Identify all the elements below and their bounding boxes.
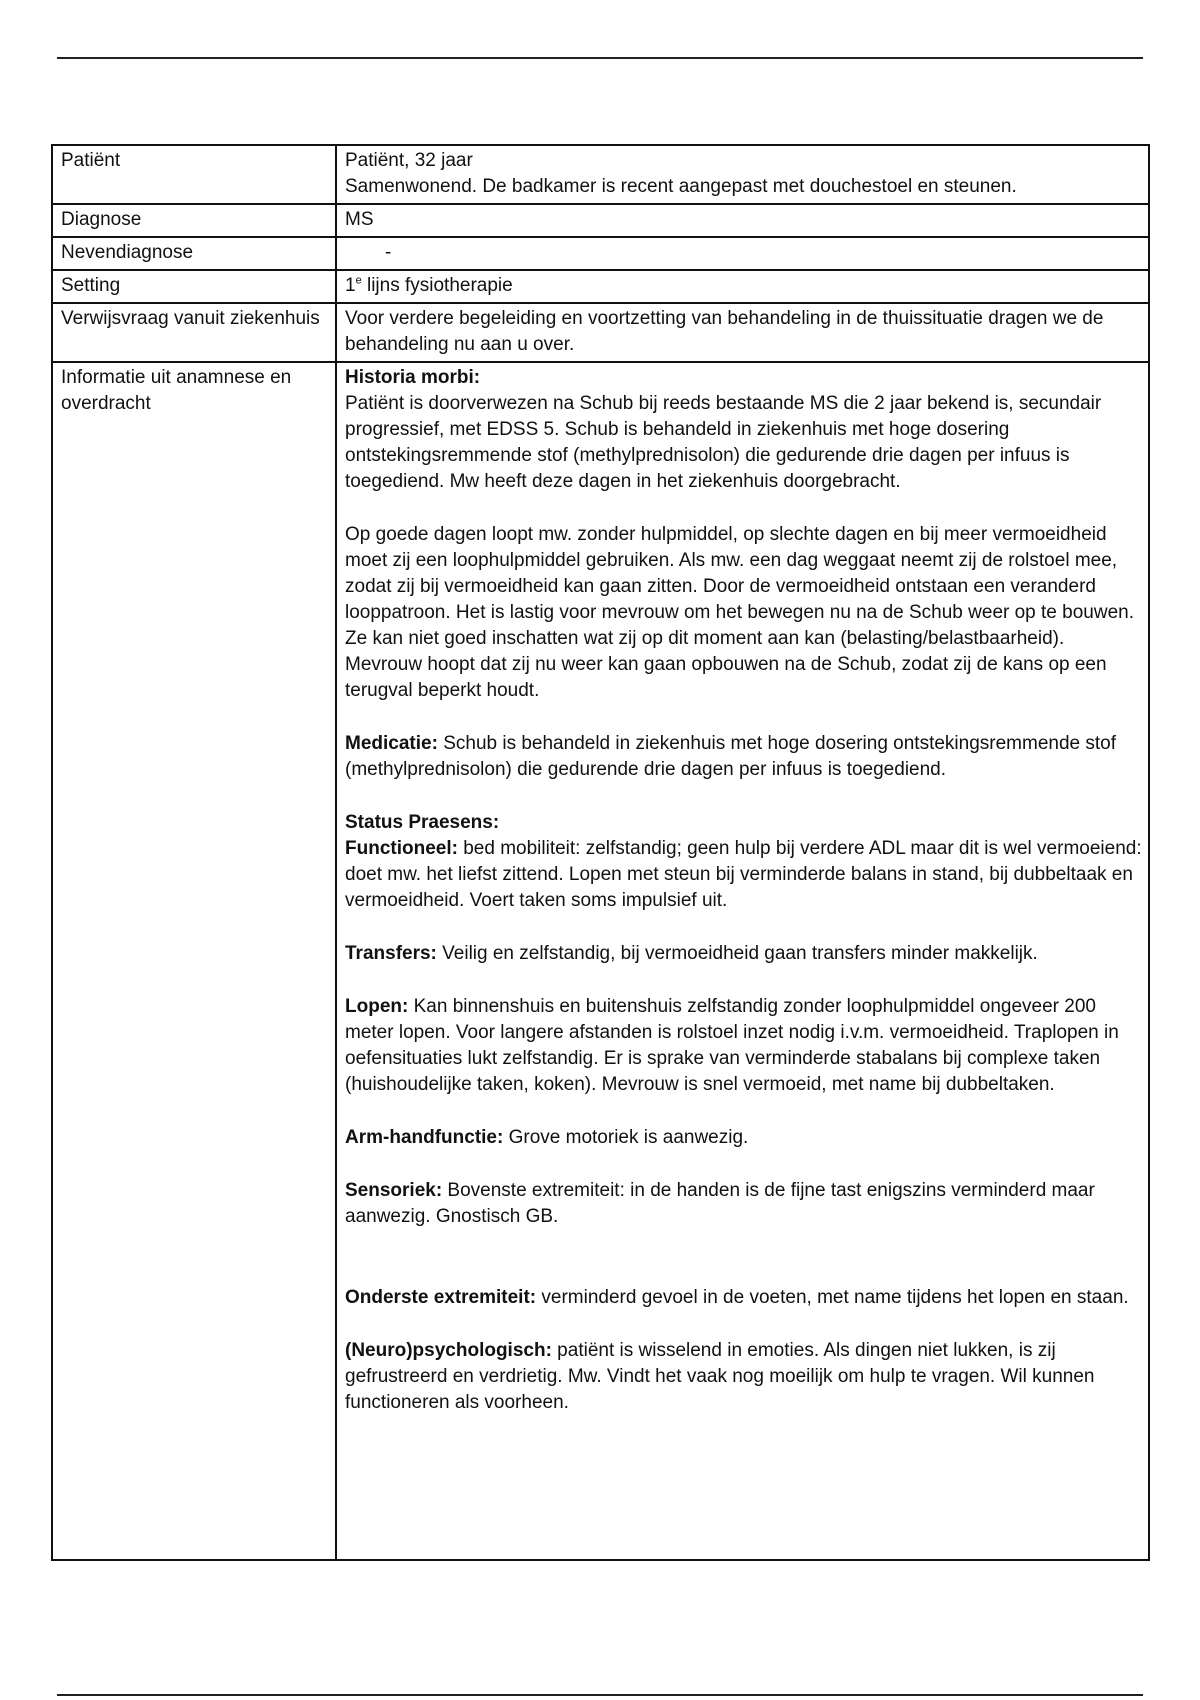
table-row-patient bbox=[52, 145, 1149, 204]
nevendiagnose-dash: - bbox=[385, 242, 392, 263]
footer-rule bbox=[57, 1694, 1143, 1696]
medicatie-paragraph bbox=[345, 731, 1142, 783]
transfers-text: Veilig en zelfstandig, bij vermoeidheid gaan transfers minder makkelijk. bbox=[436, 943, 1038, 964]
historia-text: Patiënt is doorverwezen na Schub bij reeds bestaande MS die 2 jaar bekend is, secundair progressief, met EDSS 5. Schub is behandeld in ziekenhuis met hoge dosering ontstekingsremmende stof (methylprednisolon) die gedurende drie dagen per infuus is toegediend. Mw heeft deze dagen in het ziekenhuis doorgebracht. bbox=[345, 393, 1102, 492]
transfers-paragraph bbox=[345, 941, 1142, 967]
patient-age: Patiënt, 32 jaar bbox=[345, 150, 473, 171]
label-diagnose: Diagnose bbox=[52, 204, 336, 237]
table-row-nevendiagnose bbox=[52, 237, 1149, 270]
patient-living: Samenwonend. De badkamer is recent aangepast met douchestoel en steunen. bbox=[345, 176, 1017, 197]
table-row-diagnose bbox=[52, 204, 1149, 237]
value-diagnose: MS bbox=[336, 204, 1149, 237]
label-nevendiagnose: Nevendiagnose bbox=[52, 237, 336, 270]
table-row-informatie bbox=[52, 362, 1149, 1560]
arm-paragraph bbox=[345, 1125, 1142, 1151]
lopen-label: Lopen: bbox=[345, 996, 409, 1017]
setting-suffix: lijns fysiotherapie bbox=[361, 275, 513, 296]
sensoriek-label: Sensoriek: bbox=[345, 1180, 443, 1201]
transfers-label: Transfers: bbox=[345, 943, 437, 964]
lopen-paragraph bbox=[345, 994, 1142, 1098]
historia-heading: Historia morbi: bbox=[345, 367, 481, 388]
patient-table bbox=[51, 144, 1150, 1561]
label-setting: Setting bbox=[52, 270, 336, 303]
neuro-text: patiënt is wisselend in emoties. Als dingen niet lukken, is zij gefrustreerd en verdrietig. Mw. Vindt het vaak nog moeilijk om hulp te vragen. Wil kunnen functioneren als voorheen. bbox=[345, 1340, 1095, 1413]
label-patient: Patiënt bbox=[52, 145, 336, 204]
setting-prefix: 1 bbox=[345, 275, 356, 296]
arm-text: Grove motoriek is aanwezig. bbox=[503, 1127, 749, 1148]
value-patient bbox=[336, 145, 1149, 204]
value-verwijsvraag: Voor verdere begeleiding en voortzetting van behandeling in de thuissituatie dragen we de behandeling nu aan u over. bbox=[336, 303, 1149, 362]
value-nevendiagnose bbox=[336, 237, 1149, 270]
neuro-label: (Neuro)psychologisch: bbox=[345, 1340, 552, 1361]
onderste-paragraph bbox=[345, 1285, 1142, 1311]
arm-label: Arm-handfunctie: bbox=[345, 1127, 504, 1148]
lopen-text: Kan binnenshuis en buitenshuis zelfstandig zonder loophulpmiddel ongeveer 200 meter lopen. Voor langere afstanden is rolstoel inzet nodig i.v.m. vermoeidheid. Traplopen in oefensituaties lukt zelfstandig. Er is sprake van verminderde stabalans bij complexe taken (huishoudelijke taken, koken). Mevrouw is snel vermoeid, met name bij dubbeltaken. bbox=[345, 996, 1119, 1095]
functioneel-paragraph bbox=[345, 836, 1142, 914]
sensoriek-paragraph bbox=[345, 1178, 1142, 1230]
header-rule bbox=[57, 57, 1143, 59]
status-heading: Status Praesens: bbox=[345, 812, 500, 833]
medicatie-text: Schub is behandeld in ziekenhuis met hoge dosering ontstekingsremmende stof (methylprednisolon) die gedurende drie dagen per infuus is toegediend. bbox=[345, 733, 1117, 780]
value-informatie bbox=[336, 362, 1149, 1560]
table-row-verwijsvraag bbox=[52, 303, 1149, 362]
value-setting bbox=[336, 270, 1149, 303]
functioneel-label: Functioneel: bbox=[345, 838, 458, 859]
setting-sup: e bbox=[355, 274, 362, 287]
historia-text-2: Op goede dagen loopt mw. zonder hulpmiddel, op slechte dagen en bij meer vermoeidheid moet zij een loophulpmiddel gebruiken. Als mw. een dag weggaat neemt zij de rolstoel mee, zodat zij bij vermoeidheid kan gaan zitten. Door de vermoeidheid ontstaan een veranderd looppatroon. Het is lastig voor mevrouw om het bewegen nu na de Schub weer op te bouwen. Ze kan niet goed inschatten wat zij op dit moment aan kan (belasting/belastbaarheid). Mevrouw hoopt dat zij nu weer kan gaan opbouwen na de Schub, zodat zij de kans op een terugval beperkt houdt. bbox=[345, 524, 1134, 701]
functioneel-text: bed mobiliteit: zelfstandig; geen hulp bij verdere ADL maar dit is wel vermoeiend: doet mw. het liefst zittend. Lopen met steun bij verminderde balans in stand, bij dubbeltaak en vermoeidheid. Voert taken soms impulsief uit. bbox=[345, 838, 1142, 911]
label-verwijsvraag: Verwijsvraag vanuit ziekenhuis bbox=[52, 303, 336, 362]
onderste-label: Onderste extremiteit: bbox=[345, 1287, 537, 1308]
medicatie-label: Medicatie: bbox=[345, 733, 438, 754]
sensoriek-text: Bovenste extremiteit: in de handen is de fijne tast enigszins verminderd maar aanwezig. Gnostisch GB. bbox=[345, 1180, 1095, 1227]
table-row-setting bbox=[52, 270, 1149, 303]
label-informatie: Informatie uit anamnese en overdracht bbox=[52, 362, 336, 1560]
neuro-paragraph bbox=[345, 1338, 1142, 1416]
onderste-text: verminderd gevoel in de voeten, met name tijdens het lopen en staan. bbox=[536, 1287, 1129, 1308]
